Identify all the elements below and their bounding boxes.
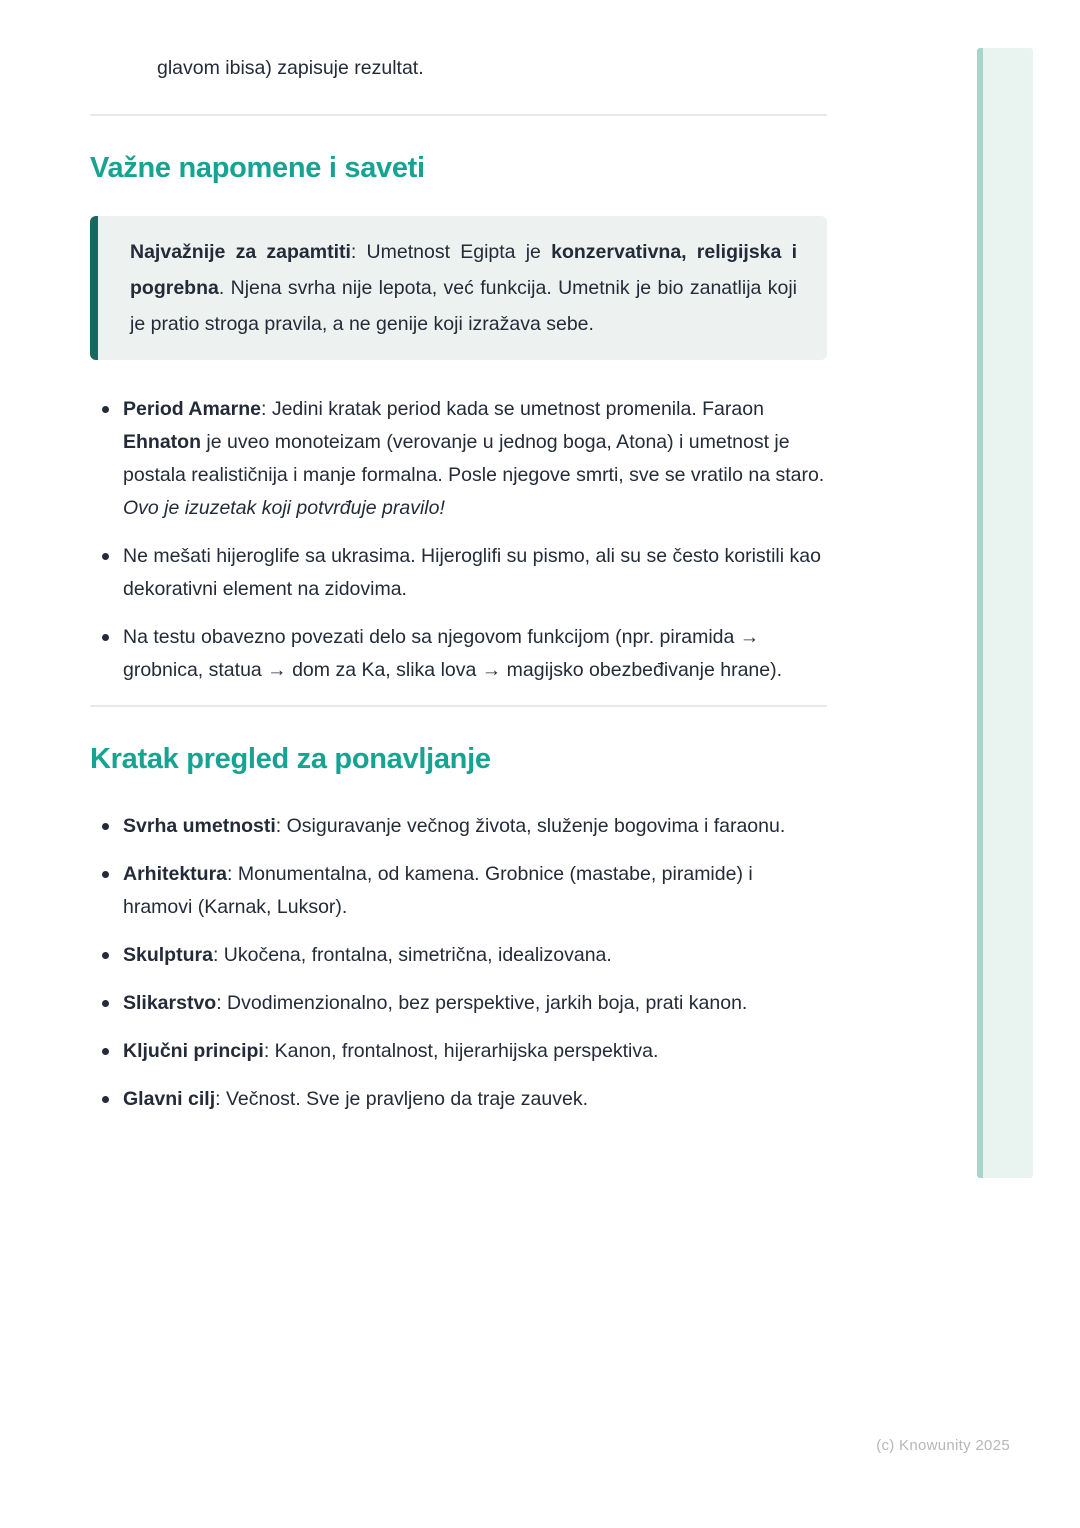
copyright-footer: (c) Knowunity 2025 xyxy=(876,1437,1010,1454)
list-item-text: Arhitektura xyxy=(123,863,228,885)
bullet-icon xyxy=(102,553,109,560)
key-takeaway-callout xyxy=(90,216,827,360)
list-item-text: Svrha umetnosti xyxy=(123,815,276,837)
list-item-text: Slikarstvo xyxy=(123,992,217,1014)
list-item-text: Ne mešati hijeroglife sa ukrasima. Hijeroglifi su pismo, ali su se često koristili kao dekorativni element na zidovima. xyxy=(123,545,821,600)
list-item xyxy=(90,1083,827,1116)
list-item-text: Ehnaton xyxy=(123,431,201,453)
side-highlight-strip xyxy=(977,48,1033,1178)
section-divider xyxy=(90,114,827,116)
list-item-text: : Večnost. Sve je pravljeno da traje zauvek. xyxy=(215,1088,589,1110)
bullet-icon xyxy=(102,1048,109,1055)
bullet-icon xyxy=(102,1000,109,1007)
bullet-icon xyxy=(102,1096,109,1103)
list-item-text: : Jedini kratak period kada se umetnost promenila. Faraon xyxy=(261,398,764,420)
bullet-icon xyxy=(102,634,109,641)
list-item-text: Period Amarne xyxy=(123,398,261,420)
list-item xyxy=(90,939,827,972)
list-item-text: Skulptura xyxy=(123,944,213,966)
continuation-text: glavom ibisa) zapisuje rezultat. xyxy=(157,57,424,79)
bullet-icon xyxy=(102,406,109,413)
list-item-text: : Dvodimenzionalno, bez perspektive, jarkih boja, prati kanon. xyxy=(216,992,748,1014)
list-item-text: : Ukočena, frontalna, simetrična, idealizovana. xyxy=(212,944,612,966)
list-item xyxy=(90,621,827,687)
callout-text: Najvažnije za zapamtiti xyxy=(130,241,351,263)
notes-list xyxy=(90,393,827,687)
list-item xyxy=(90,810,827,843)
section-heading-review: Kratak pregled za ponavljanje xyxy=(90,743,491,775)
section-divider xyxy=(90,705,827,707)
callout-text: konzervativna, religijska i pogrebna xyxy=(130,241,797,299)
list-item-text: Na testu obavezno povezati delo sa njegovom funkcijom (npr. piramida → grobnica, statua → dom za Ka, slika lova → magijsko obezbeđivanje hrane). xyxy=(123,626,783,681)
section-heading-notes: Važne napomene i saveti xyxy=(90,152,425,184)
list-item xyxy=(90,393,827,525)
callout-text: : Umetnost Egipta je xyxy=(350,241,552,263)
bullet-icon xyxy=(102,952,109,959)
document-content xyxy=(90,0,827,1116)
list-item-text: : Monumentalna, od kamena. Grobnice (mastabe, piramide) i hramovi (Karnak, Luksor). xyxy=(123,863,753,918)
list-item xyxy=(90,540,827,606)
bullet-icon xyxy=(102,871,109,878)
list-item xyxy=(90,858,827,924)
bullet-icon xyxy=(102,823,109,830)
list-item xyxy=(90,987,827,1020)
list-item-text: : Osiguravanje večnog života, služenje bogovima i faraonu. xyxy=(275,815,786,837)
list-item-text: Ključni principi xyxy=(123,1040,264,1062)
list-item-text: Glavni cilj xyxy=(123,1088,216,1110)
list-item-text: je uveo monoteizam (verovanje u jednog boga, Atona) i umetnost je postala realističnija i manje formalna. Posle njegove smrti, sve se vratilo na staro. xyxy=(123,431,825,486)
list-item xyxy=(90,1035,827,1068)
review-list xyxy=(90,810,827,1116)
callout-text: . Njena svrha nije lepota, već funkcija. Umetnik je bio zanatlija koji je pratio stroga pravila, a ne genije koji izražava sebe. xyxy=(130,277,797,335)
list-item-text: Ovo je izuzetak koji potvrđuje pravilo! xyxy=(123,497,445,519)
list-item-text: : Kanon, frontalnost, hijerarhijska perspektiva. xyxy=(263,1040,659,1062)
